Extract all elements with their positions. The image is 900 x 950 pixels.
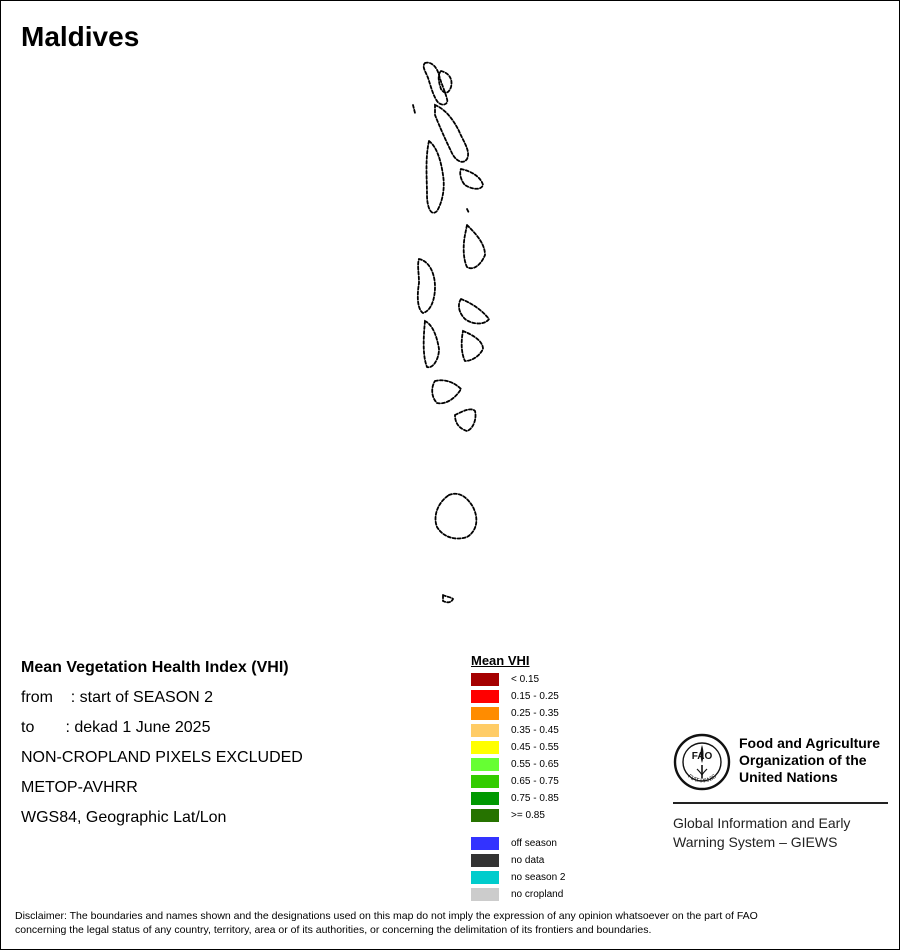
mask-note: NON-CROPLAND PIXELS EXCLUDED (21, 749, 303, 766)
atoll-outline (459, 299, 489, 324)
fao-logo-text: FAO (691, 751, 713, 762)
legend-label: no data (511, 855, 545, 866)
legend-label: 0.25 - 0.35 (511, 708, 559, 719)
atoll-outline (455, 409, 476, 431)
legend-item (471, 852, 566, 869)
maldives-atolls (413, 63, 489, 603)
legend-swatch (471, 809, 499, 822)
legend-item (471, 773, 566, 790)
legend-label: no season 2 (511, 872, 566, 883)
atoll-outline (424, 321, 439, 367)
legend-label: 0.75 - 0.85 (511, 793, 559, 804)
legend-swatch (471, 707, 499, 720)
legend-label: < 0.15 (511, 674, 540, 685)
legend-item (471, 790, 566, 807)
atoll-outline (424, 63, 448, 105)
legend-swatch (471, 854, 499, 867)
legend-classes (471, 671, 566, 824)
disclaimer-line: Disclaimer: The boundaries and names shown and the designations used on this map do not imply the expression of any opinion whatsoever on the part of FAO (15, 910, 758, 922)
organization-name-line: Food and Agriculture (739, 735, 881, 751)
legend-swatch (471, 888, 499, 901)
system-name-line: Global Information and Early (673, 815, 851, 831)
map-title: Maldives (21, 21, 140, 52)
period-to: to : dekad 1 June 2025 (21, 719, 211, 736)
system-name (673, 814, 850, 852)
atoll-outline (443, 595, 453, 602)
legend-swatch (471, 871, 499, 884)
legend-swatch (471, 792, 499, 805)
fao-logo-icon (673, 733, 731, 791)
atoll-outline (435, 105, 468, 162)
atoll-outline (413, 105, 415, 113)
legend-item (471, 688, 566, 705)
legend-swatch (471, 775, 499, 788)
legend-label: 0.35 - 0.45 (511, 725, 559, 736)
atoll-outline (418, 259, 435, 313)
atoll-outline (436, 494, 477, 539)
legend-swatch (471, 690, 499, 703)
atoll-outline (467, 209, 469, 213)
legend-swatch (471, 758, 499, 771)
legend-swatch (471, 741, 499, 754)
projection-note: WGS84, Geographic Lat/Lon (21, 809, 227, 826)
fao-logo-motto: FIAT PANIS (686, 773, 718, 785)
legend-item (471, 671, 566, 688)
legend-special (471, 835, 566, 903)
legend-label: 0.45 - 0.55 (511, 742, 559, 753)
sensor-note: METOP-AVHRR (21, 779, 138, 796)
index-heading: Mean Vegetation Health Index (VHI) (21, 659, 289, 676)
organization-name-line: Organization of the (739, 752, 867, 768)
legend-label: 0.55 - 0.65 (511, 759, 559, 770)
legend-label: 0.65 - 0.75 (511, 776, 559, 787)
divider (673, 802, 888, 804)
map-info (21, 657, 303, 837)
atoll-map (1, 1, 899, 641)
organization-name (739, 735, 880, 786)
legend-label: off season (511, 838, 557, 849)
legend-item (471, 705, 566, 722)
legend-swatch (471, 837, 499, 850)
disclaimer-line: concerning the legal status of any country, territory, area or of its authorities, or concerning the delimitation of its frontiers and boundaries. (15, 924, 652, 936)
legend-title: Mean VHI (471, 653, 530, 668)
legend-item (471, 722, 566, 739)
legend-swatch (471, 724, 499, 737)
legend-label: >= 0.85 (511, 810, 545, 821)
legend-label: 0.15 - 0.25 (511, 691, 559, 702)
disclaimer (15, 909, 887, 937)
system-name-line: Warning System – GIEWS (673, 834, 838, 850)
legend-item (471, 807, 566, 824)
atoll-outline (432, 380, 461, 403)
legend-swatch (471, 673, 499, 686)
legend-label: no cropland (511, 889, 564, 900)
legend-item (471, 869, 566, 886)
legend-item (471, 739, 566, 756)
period-from: from : start of SEASON 2 (21, 689, 214, 706)
atoll-outline (462, 331, 483, 361)
atoll-outline (427, 141, 444, 213)
legend (471, 653, 566, 903)
legend-item (471, 756, 566, 773)
atoll-outline (464, 225, 485, 268)
legend-item (471, 835, 566, 852)
legend-item (471, 886, 566, 903)
organization-name-line: United Nations (739, 769, 838, 785)
atoll-outline (460, 169, 483, 189)
